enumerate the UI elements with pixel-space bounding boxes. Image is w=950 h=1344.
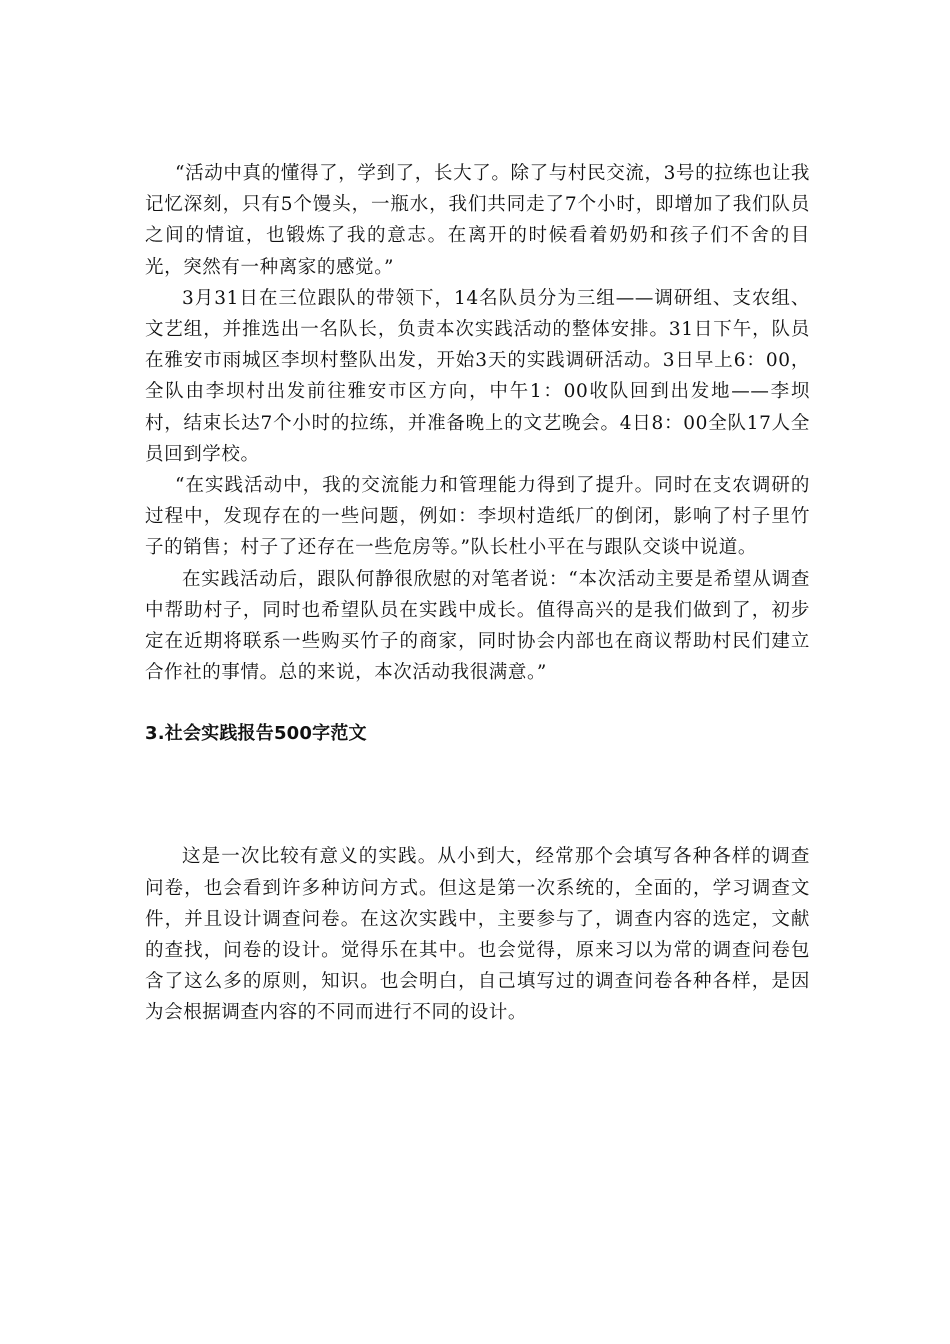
body-paragraph-quote-1: “活动中真的懂得了，学到了，长大了。除了与村民交流，3号的拉练也让我记忆深刻，只有5个馒头，一瓶水，我们共同走了7个小时，即增加了我们队员之间的情谊，也锻炼了我的意志。在离开的时候看着奶奶和孩子们不舍的目光，突然有一种离家的感觉。” bbox=[145, 163, 810, 278]
body-paragraph-quote-2: “在实践活动中，我的交流能力和管理能力得到了提升。同时在支农调研的过程中，发现存在的一些问题，例如：李坝村造纸厂的倒闭，影响了村子里竹子的销售；村子了还存在一些危房等。”队长杜小平在与跟队交谈中说道。 bbox=[145, 475, 810, 559]
document-page bbox=[145, 158, 810, 1029]
body-paragraph-essay: 这是一次比较有意义的实践。从小到大，经常那个会填写各种各样的调查问卷，也会看到许多种访问方式。但这是第一次系统的，全面的，学习调查文件，并且设计调查问卷。在这次实践中，主要参与了，调查内容的选定，文献的查找，问卷的设计。觉得乐在其中。也会觉得，原来习以为常的调查问卷包含了这么多的原则，知识。也会明白，自己填写过的调查问卷各种各样，是因为会根据调查内容的不同而进行不同的设计。 bbox=[145, 846, 810, 1024]
body-paragraph-schedule: 3月31日在三位跟队的带领下，14名队员分为三组——调研组、支农组、文艺组，并推选出一名队长，负责本次实践活动的整体安排。31日下午，队员在雅安市雨城区李坝村整队出发，开始3天的实践调研活动。3日早上6：00，全队由李坝村出发前往雅安市区方向，中午1：00收队回到出发地——李坝村，结束长达7个小时的拉练，并准备晚上的文艺晚会。4日8：00全队17人全员回到学校。 bbox=[145, 287, 810, 465]
body-paragraph-summary: 在实践活动后，跟队何静很欣慰的对笔者说：“本次活动主要是希望从调查中帮助村子，同时也希望队员在实践中成长。值得高兴的是我们做到了，初步定在近期将联系一些购买竹子的商家，同时协会内部也在商议帮助村民们建立合作社的事情。总的来说，本次活动我很满意。” bbox=[145, 568, 810, 684]
section-heading: 3.社会实践报告500字范文 bbox=[145, 723, 367, 745]
